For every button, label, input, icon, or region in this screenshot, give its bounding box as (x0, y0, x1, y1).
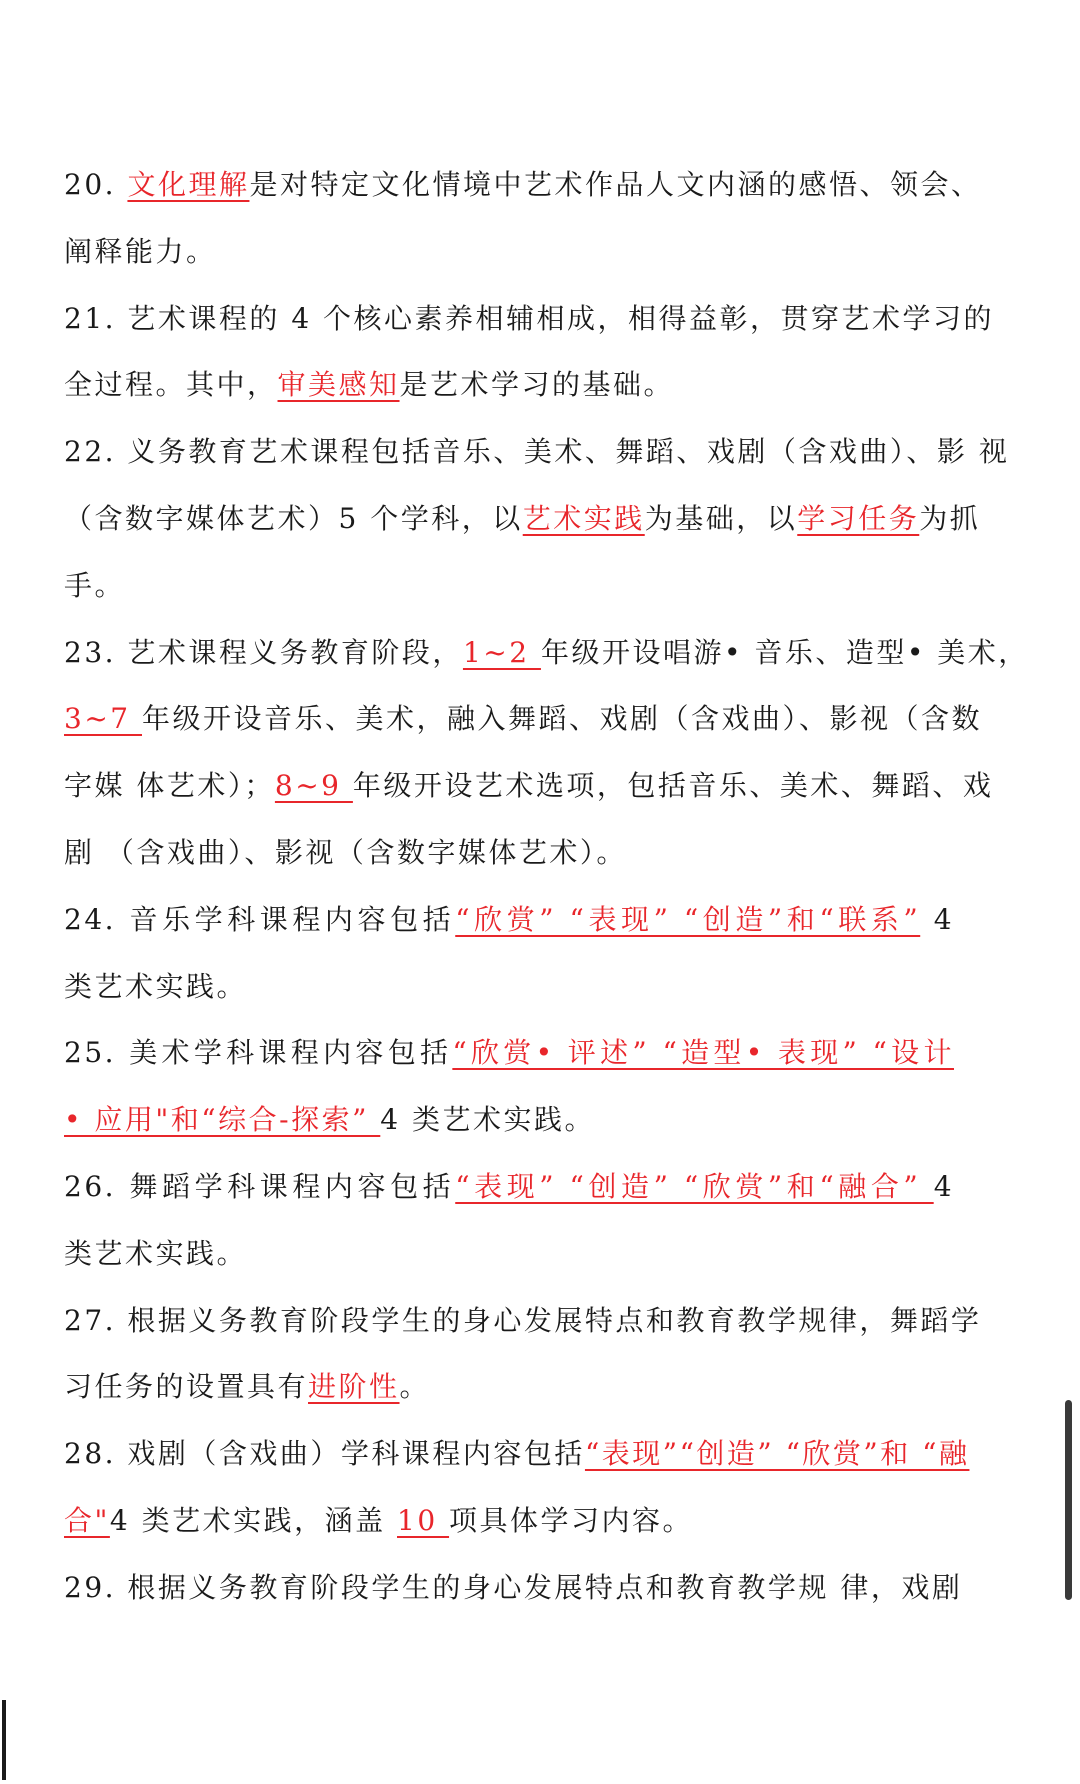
text-line (64, 553, 954, 620)
body-text: 年级开设音乐、美术，融入舞蹈、戏剧（含戏曲）、影视（含数 (142, 702, 983, 736)
answer-text: “表现”“创造” “欣赏”和 “融 (584, 1437, 970, 1471)
body-text: 27. 根据义务教育阶段学生的身心发展特点和教育教学规律，舞蹈学 (64, 1303, 982, 1337)
answer-text: 8~9 (274, 769, 353, 803)
body-text: 类艺术实践。 (64, 1236, 248, 1270)
text-line (64, 219, 954, 286)
answer-text: 进阶性 (308, 1370, 400, 1404)
answer-text: • 应用"和“综合-探索” (64, 1103, 381, 1137)
answer-text: 审美感知 (277, 368, 400, 402)
text-line (64, 1354, 954, 1421)
body-text: 阐释能力。 (64, 234, 217, 268)
answer-text: “表现” “创造” “欣赏”和“融合” (455, 1169, 934, 1203)
scrollbar[interactable] (1065, 1400, 1072, 1600)
body-text: 24. 音乐学科课程内容包括 (64, 902, 456, 936)
body-text: 26. 舞蹈学科课程内容包括 (64, 1169, 456, 1203)
answer-text: 文化理解 (127, 168, 250, 201)
body-text: 29. 根据义务教育阶段学生的身心发展特点和教育教学规 律，戏剧 (64, 1570, 963, 1604)
answer-text: 学习任务 (797, 501, 920, 535)
body-text: 4 类艺术实践。 (380, 1103, 596, 1137)
body-text: 手。 (64, 568, 126, 602)
text-line (64, 686, 983, 753)
answer-text: “欣赏• 评述” “造型• 表现” “设计 (452, 1036, 954, 1070)
text-line (64, 954, 954, 1021)
text-line (64, 1488, 954, 1555)
answer-text: “欣赏” “表现” “创造”和“联系” (455, 902, 921, 936)
text-line (64, 620, 1029, 687)
text-line (64, 352, 954, 419)
body-text: 4 类艺术实践，涵盖 (109, 1503, 398, 1537)
edge-marker (2, 1700, 6, 1780)
body-text: 年级开设艺术选项，包括音乐、美术、舞蹈、戏 (352, 769, 994, 803)
body-text: 年级开设唱游• 音乐、造型• 美术， (540, 635, 1029, 669)
body-text: 字媒 体艺术）； (64, 769, 275, 803)
body-text: 。 (399, 1370, 431, 1404)
body-text: 习任务的设置具有 (64, 1370, 309, 1404)
body-text: 28. 戏剧（含戏曲）学科课程内容包括 (64, 1437, 585, 1471)
document-body (64, 152, 1029, 1622)
answer-text: 3~7 (64, 702, 142, 736)
text-line (64, 753, 994, 820)
body-text: 类艺术实践。 (64, 969, 248, 1003)
body-text: 4 (920, 902, 955, 936)
body-text: 剧 （含戏曲）、影视（含数字媒体艺术）。 (64, 835, 627, 869)
answer-text: 1~2 (462, 635, 541, 669)
body-text: 为抓 (919, 501, 981, 535)
text-line (64, 1087, 954, 1154)
text-line (64, 152, 982, 219)
text-line (64, 1221, 954, 1288)
body-text: （含数字媒体艺术）5 个学科，以 (64, 501, 523, 535)
body-text: 25. 美术学科课程内容包括 (64, 1036, 453, 1070)
body-text: 全过程。其中， (64, 368, 278, 402)
text-line (64, 419, 1010, 486)
text-line (64, 486, 981, 553)
body-text: 是艺术学习的基础。 (399, 368, 675, 402)
text-line (64, 887, 954, 954)
body-text: 21. 艺术课程的 4 个核心素养相辅相成，相得益彰，贯穿艺术学习的 (64, 301, 995, 335)
body-text: 4 (933, 1169, 955, 1203)
answer-text: 艺术实践 (522, 501, 645, 535)
body-text: 项具体学习内容。 (449, 1503, 694, 1537)
body-text: 为基础，以 (644, 501, 798, 535)
text-line (64, 1555, 963, 1622)
text-line (64, 1020, 954, 1087)
text-line (64, 1154, 954, 1221)
text-line (64, 820, 954, 887)
text-line (64, 1421, 970, 1488)
answer-text: 10 (397, 1503, 450, 1537)
body-text: 是对特定文化情境中艺术作品人文内涵的感悟、领会、 (249, 168, 982, 201)
answer-text: 合" (64, 1503, 110, 1537)
body-text: 23. 艺术课程义务教育阶段， (64, 635, 463, 669)
body-text: 20. (64, 168, 128, 201)
text-line (64, 286, 995, 353)
body-text: 22. 义务教育艺术课程包括音乐、美术、舞蹈、戏剧（含戏曲）、影 视 (64, 435, 1010, 469)
text-line (64, 1288, 982, 1355)
